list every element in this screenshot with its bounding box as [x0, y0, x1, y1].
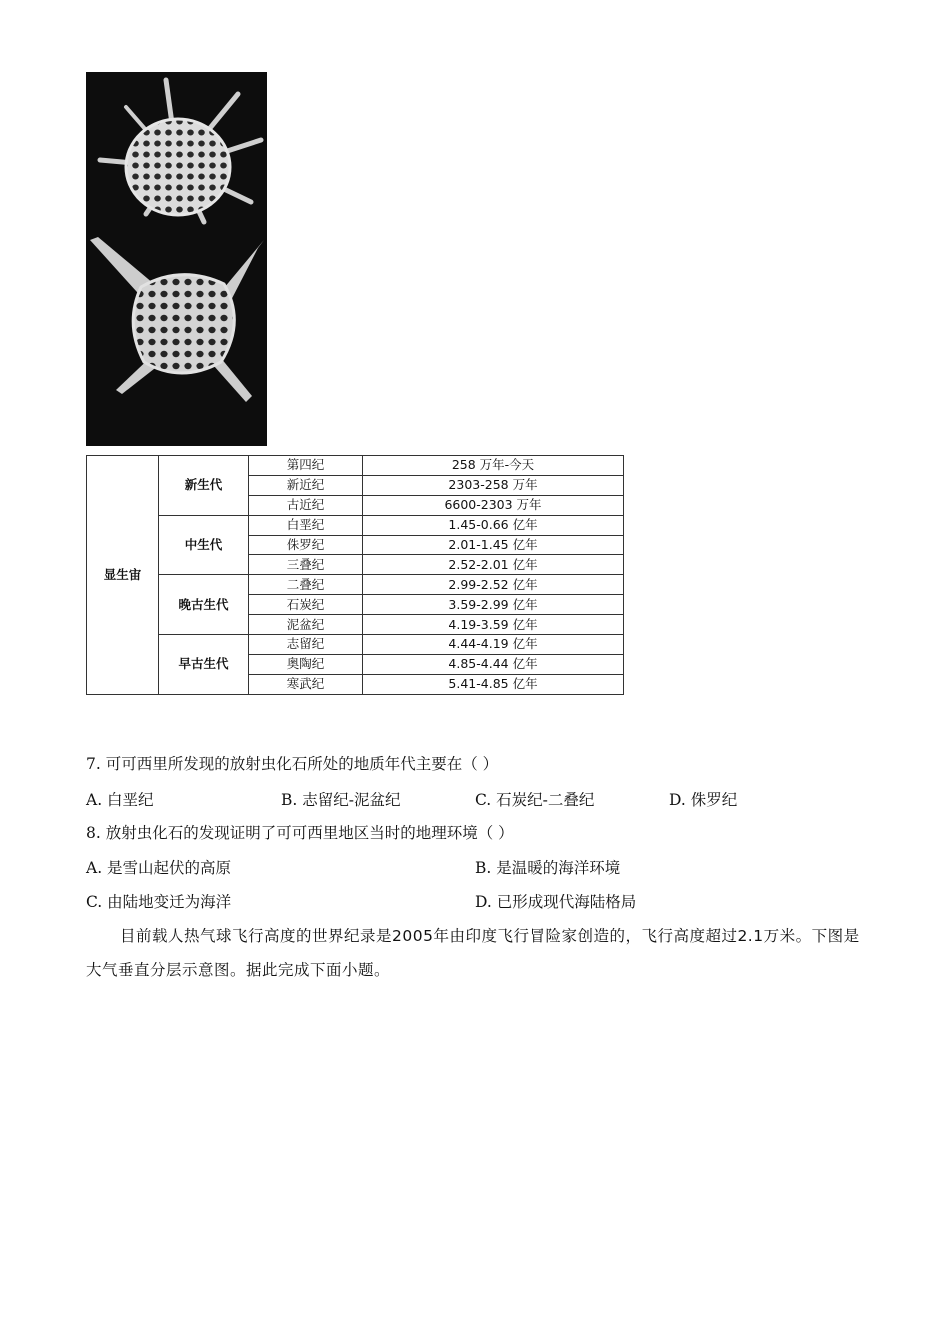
paragraph-text: 目前载人热气球飞行高度的世界纪录是2005年由印度飞行冒险家创造的，飞行高度超过2.1万米。下图是大气垂直分层示意图。据此完成下面小题。	[86, 927, 860, 979]
period-cell: 奥陶纪	[249, 654, 363, 674]
period-cell: 白垩纪	[249, 515, 363, 535]
range-cell: 4.44-4.19 亿年	[363, 635, 624, 655]
period-cell: 泥盆纪	[249, 615, 363, 635]
question-7-option-c[interactable]: C. 石炭纪-二叠纪	[475, 791, 595, 809]
period-cell: 古近纪	[249, 495, 363, 515]
question-8-option-c[interactable]: C. 由陆地变迁为海洋	[86, 893, 232, 911]
range-cell: 4.85-4.44 亿年	[363, 654, 624, 674]
fossil-bottom	[90, 237, 264, 402]
period-cell: 寒武纪	[249, 674, 363, 694]
question-7-option-b[interactable]: B. 志留纪-泥盆纪	[281, 791, 401, 809]
question-7-stem: 7. 可可西里所发现的放射虫化石所处的地质年代主要在（ ）	[86, 755, 499, 773]
eon-cell: 显生宙	[87, 456, 159, 695]
era-cell: 新生代	[159, 456, 249, 516]
question-7-option-a[interactable]: A. 白垩纪	[86, 791, 154, 809]
range-cell: 2.01-1.45 亿年	[363, 535, 624, 555]
question-8-stem: 8. 放射虫化石的发现证明了可可西里地区当时的地理环境（ ）	[86, 824, 514, 842]
range-cell: 2.52-2.01 亿年	[363, 555, 624, 575]
question-7-option-d[interactable]: D. 侏罗纪	[669, 791, 738, 809]
question-8-option-d[interactable]: D. 已形成现代海陆格局	[475, 893, 637, 911]
table-row	[87, 635, 624, 655]
period-cell: 志留纪	[249, 635, 363, 655]
question-8-option-b[interactable]: B. 是温暖的海洋环境	[475, 859, 621, 877]
table-row	[87, 456, 624, 476]
radiolarian-fossil-photo	[86, 72, 267, 446]
period-cell: 三叠纪	[249, 555, 363, 575]
table-row	[87, 515, 624, 535]
range-cell: 2.99-2.52 亿年	[363, 575, 624, 595]
range-cell: 6600-2303 万年	[363, 495, 624, 515]
range-cell: 5.41-4.85 亿年	[363, 674, 624, 694]
period-cell: 侏罗纪	[249, 535, 363, 555]
geologic-time-table	[86, 455, 624, 695]
fossil-top	[100, 80, 261, 222]
period-cell: 石炭纪	[249, 595, 363, 615]
range-cell: 4.19-3.59 亿年	[363, 615, 624, 635]
period-cell: 第四纪	[249, 456, 363, 476]
era-cell: 中生代	[159, 515, 249, 575]
radiolarian-fossil-image	[86, 72, 267, 446]
intro-paragraph	[86, 919, 866, 987]
period-cell: 新近纪	[249, 475, 363, 495]
range-cell: 2303-258 万年	[363, 475, 624, 495]
range-cell: 3.59-2.99 亿年	[363, 595, 624, 615]
period-cell: 二叠纪	[249, 575, 363, 595]
range-cell: 1.45-0.66 亿年	[363, 515, 624, 535]
table-row	[87, 575, 624, 595]
era-cell: 晚古生代	[159, 575, 249, 635]
range-cell: 258 万年-今天	[363, 456, 624, 476]
era-cell: 早古生代	[159, 635, 249, 695]
question-8-option-a[interactable]: A. 是雪山起伏的高原	[86, 859, 232, 877]
